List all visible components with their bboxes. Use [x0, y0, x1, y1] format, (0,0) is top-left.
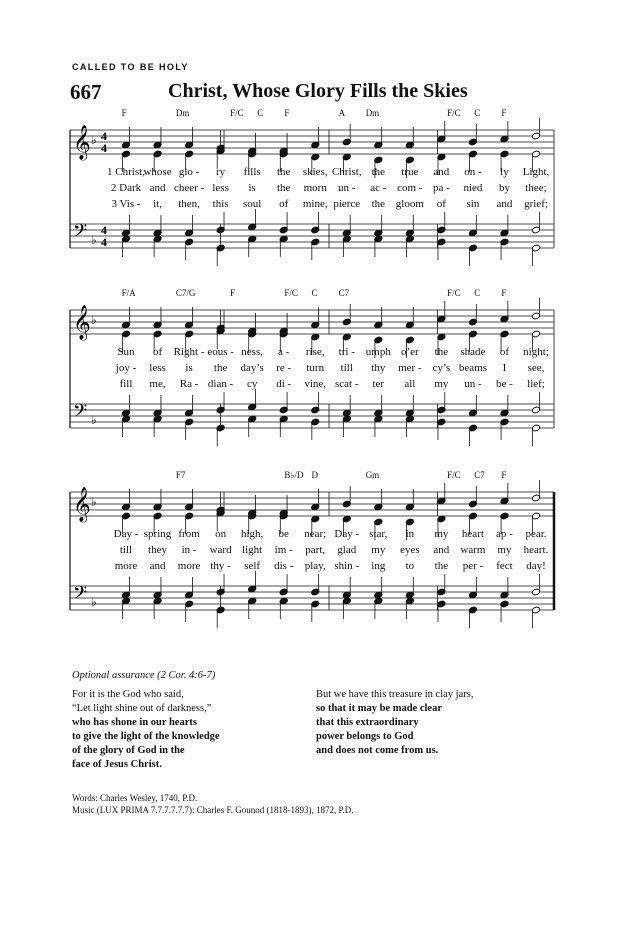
lyric-syllable: ward [209, 544, 232, 556]
lyric-syllable: my [434, 378, 449, 390]
lyric-line-verse-2 [60, 362, 560, 376]
chord-symbol: F [501, 108, 507, 118]
lyric-syllable: shin - [334, 560, 360, 572]
lyric-syllable: cheer - [173, 182, 205, 194]
lyric-syllable: gloom [395, 198, 424, 210]
lyric-syllable: in - [181, 544, 197, 556]
chord-symbol: F [501, 288, 507, 298]
lyric-syllable: un - [464, 378, 482, 390]
lyric-syllable: thy [371, 362, 386, 374]
treble-clef-icon: 𝄞 [73, 125, 91, 160]
lyric-syllable: this [212, 198, 229, 210]
lyric-syllable: heart [461, 528, 484, 540]
lyric-syllable: of [436, 198, 446, 210]
lyric-syllable: tri - [338, 346, 355, 358]
lyric-syllable: ness, [241, 346, 263, 358]
lyric-syllable: me, [149, 378, 166, 390]
lyric-syllable: fect [496, 560, 513, 572]
chord-symbol: F [121, 108, 127, 118]
lyric-line-verse-3 [60, 560, 560, 574]
lyric-syllable: and [433, 166, 450, 178]
lyric-syllable: un - [338, 182, 356, 194]
lyric-syllable: fills [243, 166, 261, 178]
lyric-syllable: umph [365, 346, 391, 358]
time-signature: 4 [101, 235, 107, 249]
assurance-line: that this extraordinary [316, 717, 419, 728]
lyric-syllable: pear. [525, 528, 547, 540]
lyric-syllable: thy - [210, 560, 231, 572]
flat-icon: ♭ [91, 413, 97, 427]
lyric-syllable: part, [305, 544, 326, 556]
lyric-syllable: light [242, 544, 263, 556]
flat-icon: ♭ [91, 133, 97, 147]
lyric-syllable: heart. [523, 544, 549, 556]
credits [72, 792, 354, 816]
assurance-line: so that it may be made clear [316, 703, 442, 714]
lyric-syllable: play, [304, 560, 326, 572]
lyric-syllable: more [177, 560, 201, 572]
lyric-syllable: di - [276, 378, 292, 390]
chord-symbol: F/C [230, 108, 244, 118]
lyric-syllable: see, [527, 362, 545, 374]
chord-symbol: F [284, 108, 290, 118]
lyric-syllable: grief; [524, 198, 548, 210]
chord-symbol: F/A [121, 288, 136, 298]
assurance-line: to give the light of the knowledge [72, 731, 220, 742]
assurance-left-column [72, 688, 220, 772]
music-system-2 [60, 288, 560, 448]
lyric-syllable: all [404, 378, 416, 390]
lyric-syllable: eous - [207, 346, 234, 358]
lyric-syllable: the [371, 166, 386, 178]
lyric-syllable: eyes [400, 544, 420, 556]
lyric-syllable: be - [496, 378, 513, 390]
lyric-syllable: the [276, 182, 291, 194]
chord-symbol: B♭/D [284, 470, 304, 480]
lyric-syllable: my [371, 544, 386, 556]
lyric-syllable: the [434, 560, 449, 572]
flat-icon: ♭ [91, 595, 97, 609]
assurance-line: “Let light shine out of darkness,” [72, 703, 212, 714]
lyric-syllable: skies, [302, 166, 328, 178]
lyric-line-verse-3 [60, 378, 560, 392]
bass-clef-icon: 𝄢 [73, 583, 88, 608]
lyric-syllable: scat - [335, 378, 359, 390]
lyric-syllable: turn [306, 362, 325, 374]
chord-symbol: F/C [284, 288, 298, 298]
lyric-syllable: self [244, 560, 261, 572]
lyric-syllable: and [149, 560, 166, 572]
treble-clef-icon: 𝄞 [73, 305, 91, 340]
lyric-syllable: per - [462, 560, 484, 572]
assurance-line: of the glory of God in the [72, 745, 185, 756]
chord-symbol: C [474, 108, 481, 118]
bass-clef-icon: 𝄢 [73, 221, 88, 246]
lyric-syllable: 2 Dark [110, 182, 142, 194]
lyric-syllable: day! [526, 560, 546, 572]
lyric-syllable: Light, [522, 166, 550, 178]
hymn-number: 667 [70, 80, 102, 104]
lyric-syllable: from [178, 528, 200, 540]
music-system-3 [60, 470, 560, 630]
lyric-syllable: spring [143, 528, 172, 540]
time-signature: 4 [101, 141, 107, 155]
lyric-syllable: rise, [305, 346, 325, 358]
flat-icon: ♭ [91, 233, 97, 247]
lyric-syllable: more [114, 560, 138, 572]
lyric-syllable: and [149, 182, 166, 194]
lyric-line-verse-1 [60, 346, 560, 360]
bass-staff [70, 209, 554, 266]
chord-symbol: Gm [365, 470, 380, 480]
assurance-line: and does not come from us. [316, 745, 439, 756]
lyric-syllable: shade [460, 346, 486, 358]
chord-symbol: A [338, 108, 346, 118]
lyric-syllable: then, [178, 198, 200, 210]
lyric-syllable: Sun [117, 346, 135, 358]
lyric-syllable: thee; [525, 182, 547, 194]
lyric-syllable: pierce [333, 198, 361, 210]
words-credit: Words: Charles Wesley, 1740, P.D. [72, 793, 198, 803]
assurance-line: face of Jesus Christ. [72, 759, 162, 770]
chord-symbol: F [501, 470, 507, 480]
lyric-syllable: of [499, 346, 510, 358]
lyric-syllable: im - [274, 544, 293, 556]
lyric-syllable: ing [371, 560, 386, 572]
lyric-syllable: be [278, 528, 289, 540]
lyric-syllable: of [279, 198, 289, 210]
lyric-syllable: joy - [115, 362, 137, 374]
lyric-syllable: pa - [432, 182, 450, 194]
chord-symbol: C [311, 288, 318, 298]
lyric-syllable: Christ, [331, 166, 362, 178]
lyric-syllable: night; [523, 346, 549, 358]
flat-icon: ♭ [91, 313, 97, 327]
lyric-syllable: to [405, 560, 415, 572]
chord-symbol: C [257, 108, 264, 118]
lyric-syllable: the [371, 198, 386, 210]
lyric-syllable: fill [119, 378, 133, 390]
lyric-syllable: glo - [178, 166, 200, 178]
bass-staff [70, 389, 554, 446]
lyric-syllable: ly [500, 166, 509, 178]
assurance-line: But we have this treasure in clay jars, [316, 689, 474, 700]
lyric-line-verse-3 [60, 198, 560, 212]
chord-symbol: C7/G [175, 288, 196, 298]
lyric-syllable: my [497, 544, 512, 556]
lyric-syllable: sin [466, 198, 480, 210]
lyric-syllable: Day - [113, 528, 139, 540]
lyric-syllable: it, [153, 198, 162, 210]
chord-symbol: Dm [175, 108, 190, 118]
lyric-syllable: Right - [173, 346, 205, 358]
music-credit: Music (LUX PRIMA 7.7.7.7.7.7): Charles F. Gounod (1818-1893), 1872, P.D. [72, 805, 354, 815]
lyric-syllable: Ra - [179, 378, 199, 390]
chord-symbol: F7 [175, 470, 186, 480]
lyric-syllable: 1 Christ, [107, 166, 145, 178]
lyric-syllable: a - [278, 346, 290, 358]
lyric-syllable: com - [397, 182, 423, 194]
lyric-syllable: re - [276, 362, 292, 374]
lyric-syllable: true [401, 166, 419, 178]
lyric-syllable: ap - [496, 528, 513, 540]
lyric-syllable: my [434, 528, 449, 540]
lyric-syllable: warm [460, 544, 486, 556]
chord-symbol: F/C [447, 288, 461, 298]
lyric-syllable: cy [246, 378, 258, 390]
chord-symbol: C [474, 288, 481, 298]
assurance-heading: Optional assurance (2 Cor. 4:6-7) [72, 670, 216, 681]
lyric-syllable: day’s [240, 362, 264, 374]
bass-clef-icon: 𝄢 [73, 401, 88, 426]
lyric-syllable: o’er [400, 346, 419, 358]
lyric-line-verse-2 [60, 182, 560, 196]
lyric-syllable: dis - [274, 560, 294, 572]
chord-symbol: Dm [365, 108, 380, 118]
bass-staff [70, 571, 554, 628]
chord-symbol: F/C [447, 108, 461, 118]
lyric-syllable: high, [240, 528, 264, 540]
hymn-title: Christ, Whose Glory Fills the Skies [168, 80, 468, 102]
lyric-syllable: beams [458, 362, 487, 374]
lyric-syllable: less [212, 182, 229, 194]
lyric-line-verse-1 [60, 166, 560, 180]
section-label: CALLED TO BE HOLY [72, 62, 189, 72]
lyric-syllable: till [119, 544, 133, 556]
lyric-syllable: till [340, 362, 353, 374]
chord-symbol: F/C [447, 470, 461, 480]
assurance-line: who has shone in our hearts [72, 717, 197, 728]
lyric-syllable: mine, [302, 198, 328, 210]
lyric-syllable: I [502, 362, 507, 374]
lyric-syllable: the [434, 346, 449, 358]
lyric-syllable: the [213, 362, 228, 374]
lyric-syllable: by [498, 182, 510, 194]
assurance-line: For it is the God who said, [72, 689, 184, 700]
treble-clef-icon: 𝄞 [73, 487, 91, 522]
lyric-syllable: and [433, 544, 450, 556]
lyric-line-verse-1 [60, 528, 560, 542]
time-signature: 4 [101, 129, 107, 143]
lyric-line-verse-2 [60, 544, 560, 558]
lyric-syllable: and [496, 198, 513, 210]
lyric-syllable: on [215, 528, 227, 540]
chord-symbol: F [230, 288, 236, 298]
lyric-syllable: whose [143, 166, 172, 178]
lyric-syllable: less [149, 362, 166, 374]
lyric-syllable: cy’s [432, 362, 451, 374]
assurance-right-column [316, 688, 473, 758]
music-system-1 [60, 108, 560, 268]
lyric-syllable: dian - [207, 378, 234, 390]
lyric-syllable: ac - [370, 182, 387, 194]
lyric-syllable: is [185, 362, 193, 374]
time-signature: 4 [101, 223, 107, 237]
chord-symbol: C7 [338, 288, 350, 298]
lyric-syllable: Day - [334, 528, 360, 540]
lyric-syllable: the [276, 166, 291, 178]
lyric-syllable: morn [303, 182, 327, 194]
assurance-line: power belongs to God [316, 731, 414, 742]
lyric-syllable: ry [216, 166, 226, 178]
lyric-syllable: mer - [398, 362, 422, 374]
flat-icon: ♭ [91, 495, 97, 509]
lyric-syllable: in [405, 528, 415, 540]
lyric-syllable: soul [242, 198, 262, 210]
chord-symbol: C7 [474, 470, 485, 480]
lyric-syllable: 3 Vis - [111, 198, 141, 210]
lyric-syllable: lief; [527, 378, 545, 390]
lyric-syllable: near; [304, 528, 327, 540]
lyric-syllable: is [248, 182, 256, 194]
lyric-syllable: they [148, 544, 168, 556]
lyric-syllable: glad [337, 544, 357, 556]
lyric-syllable: star, [369, 528, 388, 540]
chord-symbol: D [311, 470, 318, 480]
lyric-syllable: of [152, 346, 163, 358]
lyric-syllable: on - [464, 166, 482, 178]
lyric-syllable: vine, [304, 378, 327, 390]
lyric-syllable: ter [372, 378, 385, 390]
lyric-syllable: nied [463, 182, 483, 194]
